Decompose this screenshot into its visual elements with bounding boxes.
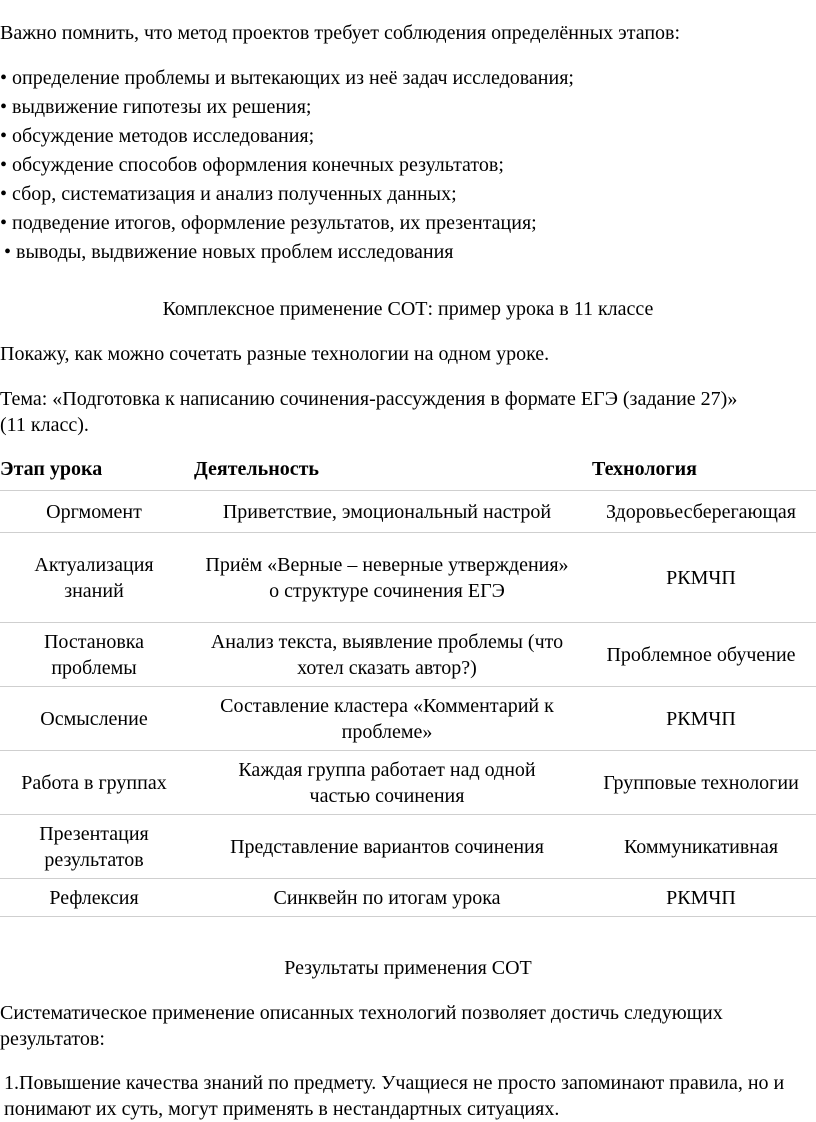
table-row — [0, 687, 816, 751]
bullet-icon: • — [4, 241, 12, 263]
stage-cell: Осмысление — [0, 687, 188, 751]
bullet-icon: • — [0, 96, 8, 118]
column-header: Этап урока — [0, 457, 103, 480]
stage-cell: Презентация результатов — [0, 815, 188, 879]
section-text: Систематическое применение описанных технологий позволяет достичь следующих результатов: — [0, 1002, 723, 1050]
lesson-table — [0, 448, 816, 917]
project-stages-list — [0, 64, 574, 267]
bullet-icon: • — [0, 183, 8, 205]
section-text: Покажу, как можно сочетать разные технологии на одном уроке. — [0, 343, 550, 365]
section-title: Результаты применения СОТ — [284, 957, 532, 979]
list-item: • определение проблемы и вытекающих из неё задач исследования; — [0, 64, 574, 93]
activity-cell: Представление вариантов сочинения — [188, 815, 586, 879]
column-header: Технология — [592, 457, 697, 480]
activity-cell: Приветствие, эмоциональный настрой — [188, 491, 586, 533]
stage-cell: Актуализация знаний — [0, 533, 188, 623]
list-item: • сбор, систематизация и анализ полученных данных; — [0, 180, 574, 209]
technology-cell: Здоровьесберегающая — [586, 491, 816, 533]
list-item: • выводы, выдвижение новых проблем исследования — [0, 238, 574, 267]
table-row — [0, 623, 816, 687]
stage-cell: Работа в группах — [0, 751, 188, 815]
intro-text: Важно помнить, что метод проектов требует соблюдения определённых этапов: — [0, 22, 681, 44]
stage-cell: Рефлексия — [0, 879, 188, 917]
table-row — [0, 815, 816, 879]
column-header: Деятельность — [194, 457, 319, 480]
bullet-icon: • — [0, 67, 8, 89]
bullet-icon: • — [0, 125, 8, 147]
table-row — [0, 879, 816, 917]
list-item: • подведение итогов, оформление результатов, их презентация; — [0, 209, 574, 238]
technology-cell: РКМЧП — [586, 687, 816, 751]
technology-cell: РКМЧП — [586, 879, 816, 917]
activity-cell: Анализ текста, выявление проблемы (что хотел сказать автор?) — [188, 623, 586, 687]
list-item: • выдвижение гипотезы их решения; — [0, 93, 574, 122]
table-row — [0, 751, 816, 815]
activity-cell: Приём «Верные – неверные утверждения» о структуре сочинения ЕГЭ — [188, 533, 586, 623]
technology-cell: Групповые технологии — [586, 751, 816, 815]
activity-cell: Составление кластера «Комментарий к проблеме» — [188, 687, 586, 751]
stage-cell: Оргмомент — [0, 491, 188, 533]
activity-cell: Каждая группа работает над одной частью сочинения — [188, 751, 586, 815]
section-title: Комплексное применение СОТ: пример урока в 11 классе — [162, 298, 654, 320]
technology-cell: Коммуникативная — [586, 815, 816, 879]
technology-cell: Проблемное обучение — [586, 623, 816, 687]
bullet-icon: • — [0, 212, 8, 234]
topic-line-class: (11 класс). — [0, 414, 89, 436]
stage-cell: Постановка проблемы — [0, 623, 188, 687]
technology-cell: РКМЧП — [586, 533, 816, 623]
table-row — [0, 491, 816, 533]
list-item: • обсуждение способов оформления конечных результатов; — [0, 151, 574, 180]
table-row — [0, 533, 816, 623]
activity-cell: Синквейн по итогам урока — [188, 879, 586, 917]
table-header-row — [0, 448, 816, 491]
topic-line: Тема: «Подготовка к написанию сочинения-рассуждения в формате ЕГЭ (задание 27)» — [0, 388, 738, 410]
list-item: • обсуждение методов исследования; — [0, 122, 574, 151]
result-item: 1.Повышение качества знаний по предмету. Учащиеся не просто запоминают правила, но и понимают их суть, могут применять в нестандартных ситуациях. — [4, 1072, 785, 1120]
bullet-icon: • — [0, 154, 8, 176]
